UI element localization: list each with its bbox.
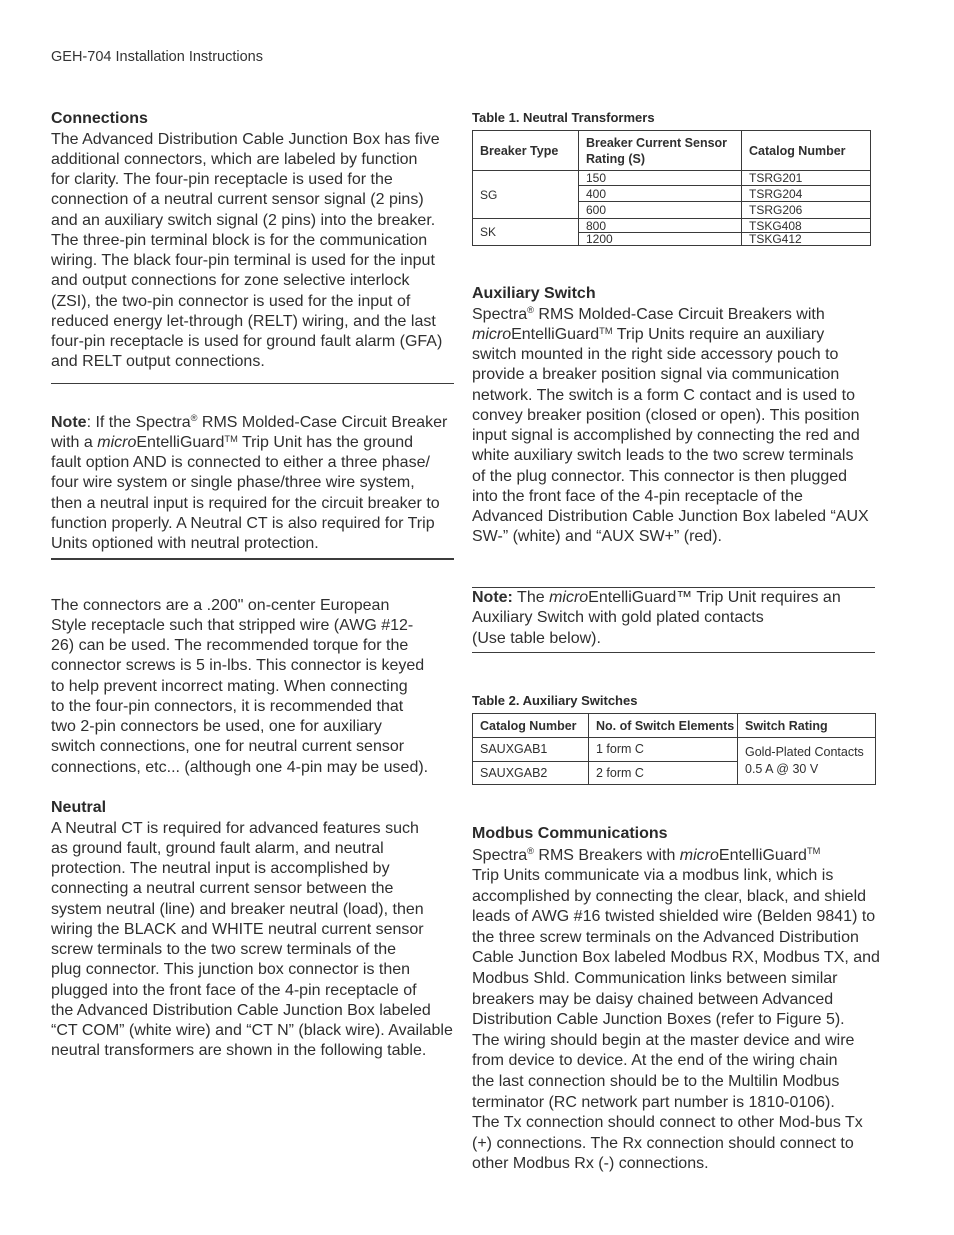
paragraph-line: Trip Units communicate via a modbus link, which is [472, 867, 834, 885]
paragraph-line: wiring. The black four-pin terminal is used for the input [51, 252, 435, 270]
registered-mark: ® [190, 413, 198, 424]
paragraph-line: plug connector. This junction box connector is then [51, 961, 411, 979]
paragraph-line: (ZSI), the two-pin connector is used for the input of [51, 292, 411, 310]
switch-rating-line: 0.5 A @ 30 V [745, 762, 819, 776]
text-segment: The [512, 588, 550, 606]
paragraph-line: “CT COM” (white wire) and “CT N” (black wire). Available [51, 1022, 453, 1040]
italic-prefix: micro [472, 325, 512, 343]
text-segment: EntelliGuard [136, 433, 225, 451]
paragraph-line: connecting a neutral current sensor between the [51, 880, 394, 898]
note-bottom-divider [472, 652, 875, 653]
paragraph-line: the last connection should be to the Multilin Modbus [472, 1073, 840, 1091]
paragraph-line: connector screws is 5 in-lbs. This connector is keyed [51, 657, 425, 675]
paragraph-line: neutral transformers are shown in the following table. [51, 1042, 427, 1060]
paragraph-line: as ground fault, ground fault alarm, and neutral [51, 839, 384, 857]
neutral-heading: Neutral [51, 798, 107, 816]
italic-prefix: micro [679, 846, 719, 864]
catalog-number-cell: SAUXGAB1 [473, 738, 589, 762]
modbus-heading: Modbus Communications [472, 824, 668, 842]
paragraph-line: from device to device. At the end of the wiring chain [472, 1052, 838, 1070]
neutral-note [51, 413, 447, 555]
paragraph-line: A Neutral CT is required for advanced features such [51, 819, 419, 837]
sensor-rating-cell: 600 [579, 202, 742, 219]
neutral-transformers-table [472, 130, 871, 246]
text-segment: RMS Molded-Case Circuit Breakers with [533, 305, 825, 323]
note-top-divider [51, 383, 454, 384]
italic-prefix: micro [97, 433, 137, 451]
paragraph-line: breakers may be daisy chained between Advanced [472, 990, 834, 1008]
paragraph-line: Advanced Distribution Cable Junction Box labeled “AUX [472, 508, 869, 526]
paragraph-line: four wire system or single phase/three wire system, [51, 474, 415, 492]
table2-caption: Table 2. Auxiliary Switches [472, 693, 638, 708]
paragraph-line: wiring the BLACK and WHITE neutral current sensor [51, 920, 424, 938]
paragraph-line: The Tx connection should connect to other Mod-bus Tx [472, 1114, 863, 1132]
catalog-number-cell: TSRG204 [742, 186, 871, 202]
column-header-sensor-rating [579, 131, 742, 171]
paragraph-line: of the plug connector. This connector is then plugged [472, 467, 848, 485]
paragraph-line: into the front face of the 4-pin receptacle of the [472, 487, 803, 505]
switch-rating-line: Gold-Plated Contacts [745, 745, 864, 759]
paragraph-line: leads of AWG #16 twisted shielded wire (Belden 9841) to [472, 908, 876, 926]
modbus-paragraph [472, 846, 880, 1176]
text-segment: EntelliGuard [718, 846, 807, 864]
note-label: Note [51, 413, 87, 431]
paragraph-line [472, 846, 880, 867]
column-header-breaker-type: Breaker Type [473, 131, 579, 171]
column-header-switch-rating: Switch Rating [738, 714, 876, 738]
text-segment: RMS Molded-Case Circuit Breaker [197, 413, 448, 431]
paragraph-line: Style receptacle such that stripped wire (AWG #12- [51, 616, 414, 634]
table-header-row [473, 131, 871, 171]
text-segment: Trip Units require an auxiliary [612, 325, 825, 343]
column-header-line: Rating (S) [586, 151, 646, 166]
paragraph-line [472, 588, 841, 609]
paragraph-line: other Modbus Rx (-) connections. [472, 1155, 709, 1173]
table-row [473, 171, 871, 186]
switch-elements-cell: 1 form C [589, 738, 738, 762]
paragraph-line: network. The switch is a form C contact and is used to [472, 386, 855, 404]
table1-caption: Table 1. Neutral Transformers [472, 110, 655, 125]
table-row [473, 219, 871, 233]
paragraph-line: system neutral (line) and breaker neutral (load), then [51, 900, 424, 918]
note-bottom-divider [51, 558, 454, 560]
note-label: Note: [472, 588, 513, 606]
auxiliary-note [472, 588, 841, 650]
table-row [473, 738, 876, 762]
paragraph-line: terminator (RC network part number is 1810-0106). [472, 1093, 835, 1111]
text-segment: Spectra [472, 846, 528, 864]
paragraph-line: fault option AND is connected to either a three phase/ [51, 454, 430, 472]
paragraph-line: connection of a neutral current sensor signal (2 pins) [51, 191, 424, 209]
paragraph-line: for clarity. The four-pin receptacle is used for the [51, 171, 393, 189]
paragraph-line: function properly. A Neutral CT is also required for Trip [51, 515, 435, 533]
paragraph-line: two 2-pin connectors be used, one for auxiliary [51, 718, 382, 735]
paragraph-line: and RELT output connections. [51, 353, 265, 371]
paragraph-line: white auxiliary switch leads to the two screw terminals [472, 447, 854, 465]
auxiliary-switches-table [472, 713, 876, 785]
text-segment: Spectra [472, 305, 528, 323]
paragraph-line: plugged into the front face of the 4-pin receptacle of [51, 981, 417, 999]
switch-rating-cell [738, 738, 876, 785]
paragraph-line: 26) can be used. The recommended torque for the [51, 637, 409, 654]
trademark-mark: TM [599, 325, 613, 336]
paragraph-line: The Advanced Distribution Cable Junction Box has five [51, 130, 440, 148]
paragraph-line [51, 433, 447, 453]
catalog-number-cell: TSRG201 [742, 171, 871, 186]
paragraph-line: Units optioned with neutral protection. [51, 535, 319, 553]
paragraph-line: input signal is accomplished by connecting the red and [472, 427, 860, 445]
paragraph-line: The three-pin terminal block is for the communication [51, 231, 428, 249]
paragraph-line [472, 325, 869, 345]
registered-mark: ® [527, 846, 534, 857]
paragraph-line: provide a breaker position signal via communication [472, 366, 840, 384]
text-segment: Trip Unit has the ground [237, 433, 414, 451]
paragraph-line: Modbus Shld. Communication links between similar [472, 970, 838, 988]
paragraph-line: The wiring should begin at the master device and wire [472, 1031, 855, 1049]
text-segment: with a [51, 433, 98, 451]
text-segment: EntelliGuard™ Trip Unit requires an [588, 588, 841, 606]
sensor-rating-cell: 150 [579, 171, 742, 186]
column-header-switch-elements: No. of Switch Elements [589, 714, 738, 738]
table-header-row [473, 714, 876, 738]
paragraph-line: then a neutral input is required for the circuit breaker to [51, 494, 440, 512]
connectors-paragraph [51, 596, 428, 778]
paragraph-line: Auxiliary Switch with gold plated contacts [472, 609, 764, 626]
paragraph-line: (+) connections. The Rx connection should connect to [472, 1134, 854, 1152]
paragraph-line: The connectors are a .200" on-center European [51, 596, 390, 614]
paragraph-line: screw terminals to the two screw terminals of the [51, 941, 397, 959]
column-header-line: Breaker Current Sensor [586, 135, 728, 150]
auxiliary-switch-heading: Auxiliary Switch [472, 284, 596, 302]
catalog-number-cell: TSKG412 [742, 233, 871, 246]
sensor-rating-cell: 800 [579, 219, 742, 233]
sensor-rating-cell: 400 [579, 186, 742, 202]
column-header-catalog-number: Catalog Number [473, 714, 589, 738]
paragraph-line: four-pin receptacle is used for ground fault alarm (GFA) [51, 333, 443, 351]
text-segment: RMS Breakers with [533, 846, 680, 864]
neutral-paragraph [51, 819, 453, 1062]
paragraph-line: and output connections for zone selective interlock [51, 272, 410, 290]
paragraph-line: and an auxiliary switch signal (2 pins) into the breaker. [51, 211, 436, 229]
trademark-mark: TM [224, 433, 238, 444]
paragraph-line: switch mounted in the right side accessory pouch to [472, 346, 839, 364]
switch-elements-cell: 2 form C [589, 762, 738, 785]
breaker-type-cell: SG [473, 171, 579, 219]
paragraph-line [472, 305, 869, 325]
connections-paragraph [51, 130, 442, 373]
paragraph-line: Distribution Cable Junction Boxes (refer to Figure 5). [472, 1011, 845, 1029]
catalog-number-cell: TSRG206 [742, 202, 871, 219]
paragraph-line: to the four-pin connectors, it is recommended that [51, 697, 404, 715]
paragraph-line: protection. The neutral input is accomplished by [51, 860, 390, 878]
paragraph-line: additional connectors, which are labeled by function [51, 150, 418, 168]
connections-heading: Connections [51, 109, 148, 127]
text-segment: EntelliGuard [511, 325, 600, 343]
paragraph-line: (Use table below). [472, 629, 601, 647]
paragraph-line: to help prevent incorrect mating. When connecting [51, 677, 408, 695]
paragraph-line: the three screw terminals on the Advanced Distribution [472, 928, 859, 946]
column-header-catalog-number: Catalog Number [742, 131, 871, 171]
paragraph-line: connections, etc... (although one 4-pin may be used). [51, 758, 429, 776]
catalog-number-cell: TSKG408 [742, 219, 871, 233]
sensor-rating-cell: 1200 [579, 233, 742, 246]
paragraph-line: accomplished by connecting the clear, black, and shield [472, 887, 867, 905]
trademark-mark: TM [806, 846, 821, 857]
breaker-type-cell: SK [473, 219, 579, 246]
text-segment: : If the Spectra [86, 413, 191, 431]
italic-prefix: micro [549, 588, 589, 606]
paragraph-line: convey breaker position (closed or open). This position [472, 406, 860, 424]
registered-mark: ® [527, 305, 534, 316]
paragraph-line: the Advanced Distribution Cable Junction Box labeled [51, 1001, 431, 1019]
paragraph-line: Cable Junction Box labeled Modbus RX, Modbus TX, and [472, 949, 880, 967]
paragraph-line: SW-” (white) and “AUX SW+” (red). [472, 528, 722, 546]
paragraph-line: switch connections, one for neutral current sensor [51, 738, 405, 756]
paragraph-line: reduced energy let-through (RELT) wiring, and the last [51, 312, 436, 330]
auxiliary-switch-paragraph [472, 305, 869, 548]
document-header: GEH-704 Installation Instructions [51, 49, 263, 65]
catalog-number-cell: SAUXGAB2 [473, 762, 589, 785]
paragraph-line [51, 413, 447, 433]
